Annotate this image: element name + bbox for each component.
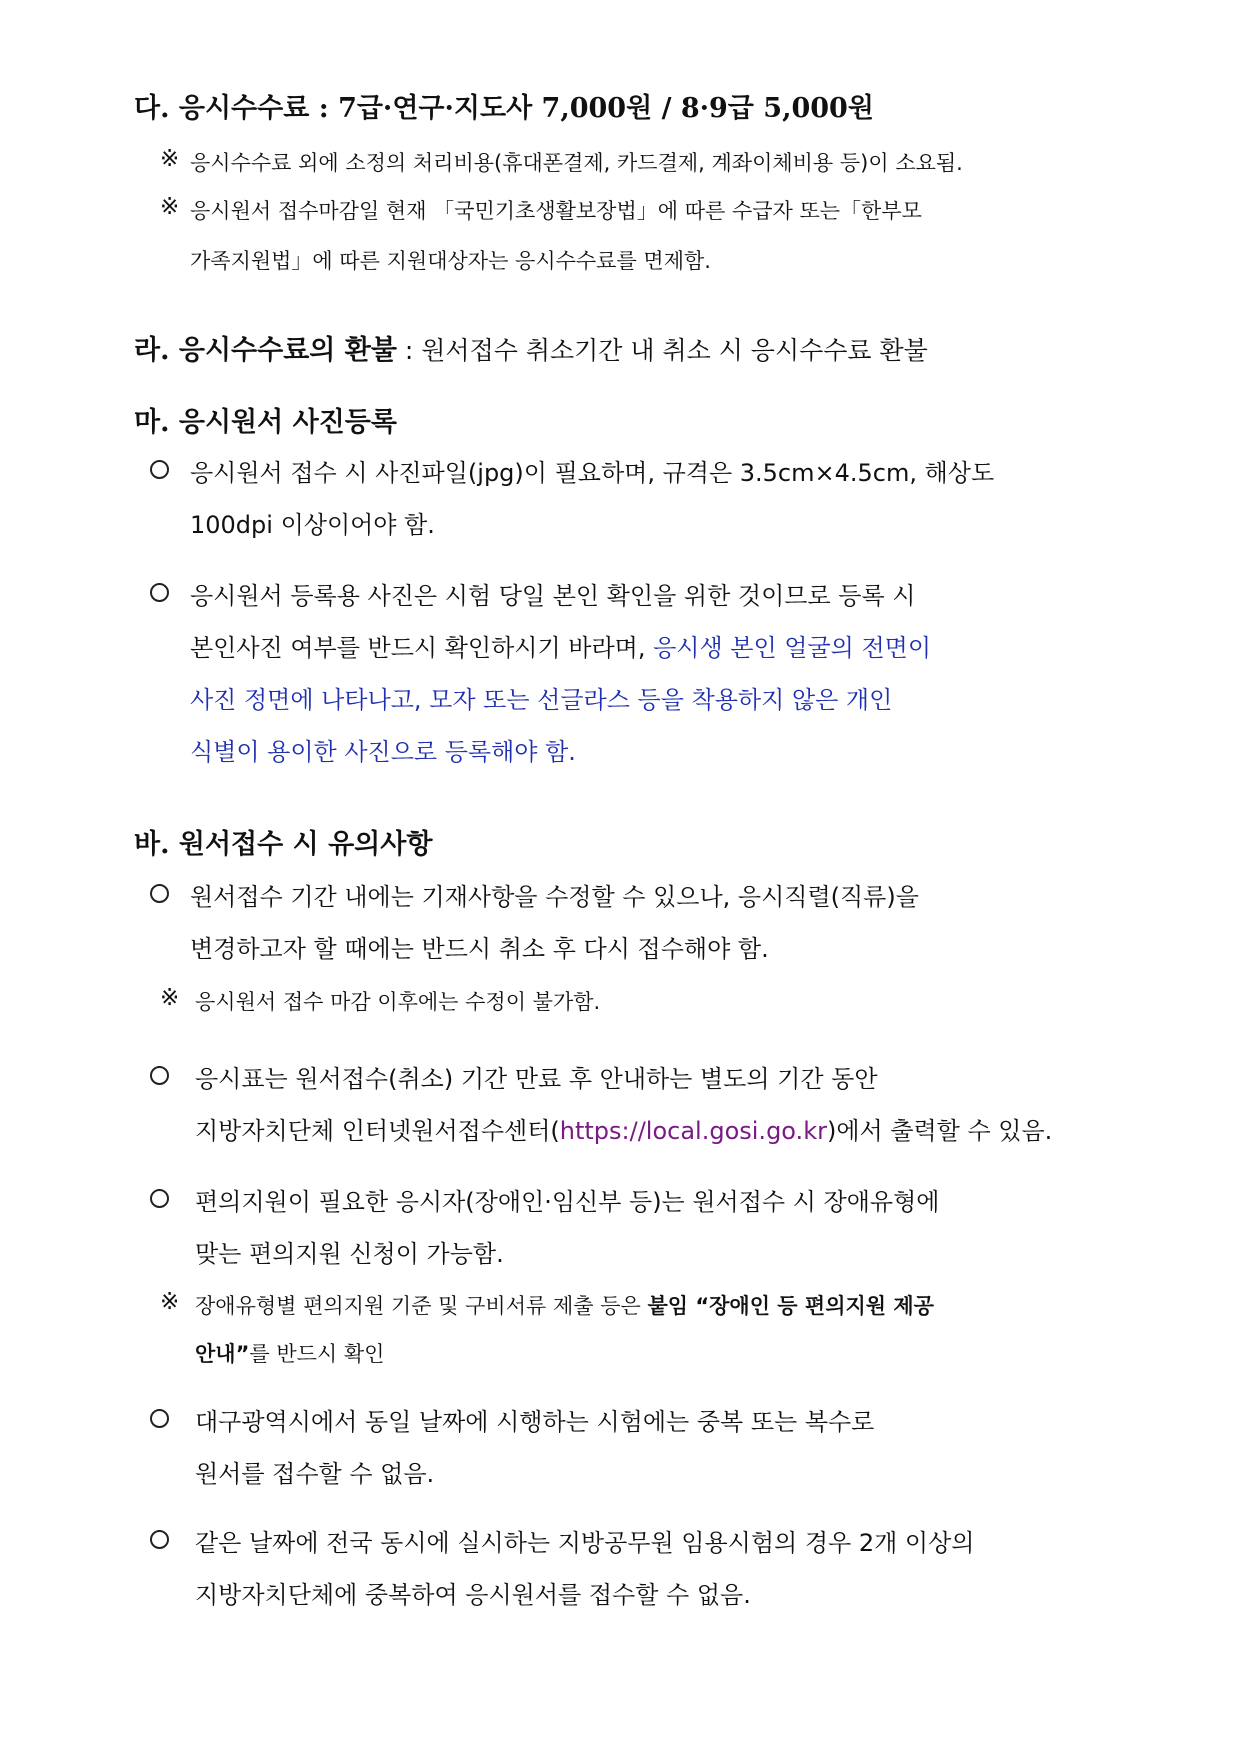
section-ra-title: 응시수수료의 환불 [178, 335, 397, 366]
note-fee-exemption-line1: 응시원서 접수마감일 현재 「국민기초생활보장법」에 따른 수급자 또는「한부모 [190, 199, 922, 223]
ma-item2-line2-plain: 본인사진 여부를 반드시 확인하시기 바라며, [190, 634, 654, 662]
note-fee-exemption-line2: 가족지원법」에 따른 지원대상자는 응시수수료를 면제함. [190, 249, 711, 273]
section-ba-heading [134, 822, 432, 861]
bullet-circle-icon [150, 1189, 169, 1208]
ma-item1-line1: 응시원서 접수 시 사진파일(jpg)이 필요하며, 규격은 3.5cm×4.5cm, 해상도 [190, 459, 995, 487]
ba-item1-line1: 원서접수 기간 내에는 기재사항을 수정할 수 있으나, 응시직렬(직류)을 [190, 883, 919, 911]
section-ra-label: 라. [134, 335, 170, 366]
section-ra-heading [134, 328, 928, 367]
ba-item4-line2: 원서를 접수할 수 없음. [195, 1460, 435, 1488]
bullet-circle-icon [150, 460, 169, 479]
section-ba-title: 원서접수 시 유의사항 [178, 829, 433, 860]
section-ma-title: 응시원서 사진등록 [178, 407, 397, 438]
note-processing-fee: 응시수수료 외에 소정의 처리비용(휴대폰결제, 카드결제, 계좌이체비용 등)이 소요됨. [190, 151, 963, 175]
section-da-label: 다. [134, 93, 170, 124]
ba-note-accessibility-text: 장애유형별 편의지원 기준 및 구비서류 제출 등은 [195, 1294, 648, 1318]
ba-note-accessibility-attachment: 붙임 “장애인 등 편의지원 제공 [647, 1294, 934, 1318]
ba-note-accessibility-confirm: 를 반드시 확인 [249, 1342, 385, 1366]
bullet-circle-icon [150, 1530, 169, 1549]
ma-item2-line2-highlight: 응시생 본인 얼굴의 전면이 [653, 634, 932, 662]
bullet-circle-icon [150, 1409, 169, 1428]
ma-item1-line2: 100dpi 이상이어야 함. [190, 511, 435, 539]
ba-note-no-edit: 응시원서 접수 마감 이후에는 수정이 불가함. [195, 990, 601, 1014]
ba-item5-line2: 지방자치단체에 중복하여 응시원서를 접수할 수 없음. [195, 1581, 751, 1609]
section-da-title: 응시수수료 : 7급·연구·지도사 7,000원 / 8·9급 5,000원 [178, 93, 874, 124]
ba-item2-line2-end: )에서 출력할 수 있음. [826, 1117, 1053, 1145]
section-ma-heading [134, 400, 397, 439]
section-da-heading [134, 86, 874, 125]
ba-item3-line1: 편의지원이 필요한 응시자(장애인·임신부 등)는 원서접수 시 장애유형에 [195, 1188, 940, 1216]
section-ma-label: 마. [134, 407, 170, 438]
ma-item2-line4: 식별이 용이한 사진으로 등록해야 함. [190, 738, 576, 766]
bullet-circle-icon [150, 583, 169, 602]
ba-note-accessibility-line1 [195, 1290, 934, 1320]
ba-item4-line1: 대구광역시에서 동일 날짜에 시행하는 시험에는 중복 또는 복수로 [195, 1408, 875, 1436]
ba-item1-line2: 변경하고자 할 때에는 반드시 취소 후 다시 접수해야 함. [190, 935, 769, 963]
reference-mark: ※ [160, 194, 180, 220]
section-ra-description: : 원서접수 취소기간 내 취소 시 응시수수료 환불 [396, 336, 928, 365]
ba-item2-line1: 응시표는 원서접수(취소) 기간 만료 후 안내하는 별도의 기간 동안 [195, 1065, 878, 1093]
ba-note-accessibility-attachment-end: 안내” [195, 1342, 250, 1366]
reference-mark: ※ [160, 146, 180, 172]
bullet-circle-icon [150, 1066, 169, 1085]
ba-note-accessibility-line2 [195, 1338, 384, 1368]
reference-mark: ※ [160, 985, 180, 1011]
ma-item2-line2 [190, 628, 931, 663]
ba-item2-line2 [195, 1111, 1052, 1146]
ba-item5-line1: 같은 날짜에 전국 동시에 실시하는 지방공무원 임용시험의 경우 2개 이상의 [195, 1529, 975, 1557]
bullet-circle-icon [150, 884, 169, 903]
ba-item2-line2-start: 지방자치단체 인터넷원서접수센터( [195, 1117, 560, 1145]
ma-item2-line1: 응시원서 등록용 사진은 시험 당일 본인 확인을 위한 것이므로 등록 시 [190, 582, 916, 610]
section-ba-label: 바. [134, 829, 170, 860]
application-center-link[interactable]: https://local.gosi.go.kr [559, 1117, 827, 1145]
reference-mark: ※ [160, 1289, 180, 1315]
ba-item3-line2: 맞는 편의지원 신청이 가능함. [195, 1240, 504, 1268]
ma-item2-line3: 사진 정면에 나타나고, 모자 또는 선글라스 등을 착용하지 않은 개인 [190, 686, 893, 714]
